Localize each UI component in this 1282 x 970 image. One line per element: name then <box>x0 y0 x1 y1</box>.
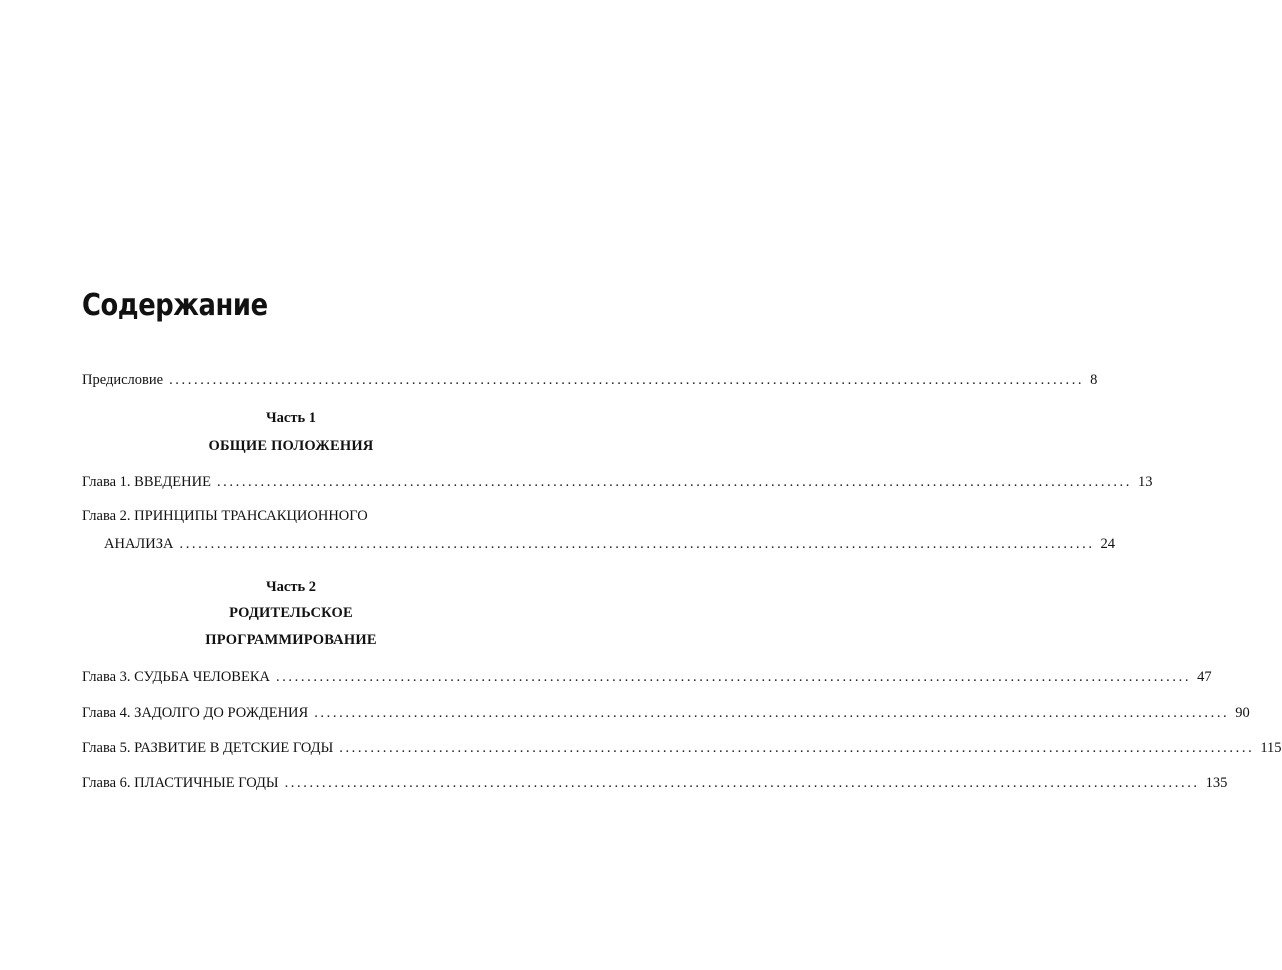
toc-page-number: 135 <box>1205 775 1228 791</box>
toc-entry-preface[interactable] <box>82 371 1098 389</box>
toc-entry-chapter-4[interactable] <box>82 704 1250 722</box>
toc-page-number: 47 <box>1197 669 1212 685</box>
toc-entry-title: Глава 6. ПЛАСТИЧНЫЕ ГОДЫ <box>82 775 279 791</box>
dot-leader: ................................................................................................................................................... <box>284 775 1200 791</box>
toc-page-number: 13 <box>1138 474 1153 490</box>
toc-page-number: 90 <box>1235 705 1250 721</box>
toc-entry-chapter-1[interactable] <box>82 473 1153 491</box>
toc-entry-title: АНАЛИЗА <box>104 536 174 552</box>
dot-leader: ................................................................................................................................................... <box>179 536 1095 552</box>
toc-page-number: 24 <box>1100 536 1116 552</box>
toc-page-number: 8 <box>1090 372 1098 388</box>
dot-leader: ................................................................................................................................................... <box>314 705 1230 721</box>
toc-page-number: 115 <box>1260 740 1282 756</box>
toc-entry-title: Предисловие <box>82 372 164 388</box>
toc-entry-title: Глава 4. ЗАДОЛГО ДО РОЖДЕНИЯ <box>82 705 309 721</box>
toc-entry-chapter-2[interactable] <box>104 535 1116 553</box>
part-2-label: Часть 2 <box>266 579 316 595</box>
toc-entry-title: Глава 1. ВВЕДЕНИЕ <box>82 474 211 490</box>
part-1-title: ОБЩИЕ ПОЛОЖЕНИЯ <box>208 438 374 454</box>
part-2-title-line-2: ПРОГРАММИРОВАНИЕ <box>205 632 377 648</box>
toc-entry-chapter-5[interactable] <box>82 739 1282 757</box>
toc-entry-title: Глава 5. РАЗВИТИЕ В ДЕТСКИЕ ГОДЫ <box>82 740 334 756</box>
part-2-title-line-1: РОДИТЕЛЬСКОЕ <box>229 605 353 621</box>
part-1-label: Часть 1 <box>266 410 316 426</box>
dot-leader: ................................................................................................................................................... <box>275 669 1192 685</box>
toc-entry-chapter-2-line-1[interactable]: Глава 2. ПРИНЦИПЫ ТРАНСАКЦИОННОГО <box>82 508 368 524</box>
dot-leader: ................................................................................................................................................... <box>169 372 1085 388</box>
toc-entry-chapter-3[interactable] <box>82 668 1212 686</box>
contents-heading: Содержание <box>82 288 268 323</box>
toc-entry-title: Глава 3. СУДЬБА ЧЕЛОВЕКА <box>82 669 270 685</box>
dot-leader: ................................................................................................................................................... <box>216 474 1133 490</box>
toc-entry-chapter-6[interactable] <box>82 774 1228 792</box>
dot-leader: ................................................................................................................................................... <box>339 740 1255 756</box>
